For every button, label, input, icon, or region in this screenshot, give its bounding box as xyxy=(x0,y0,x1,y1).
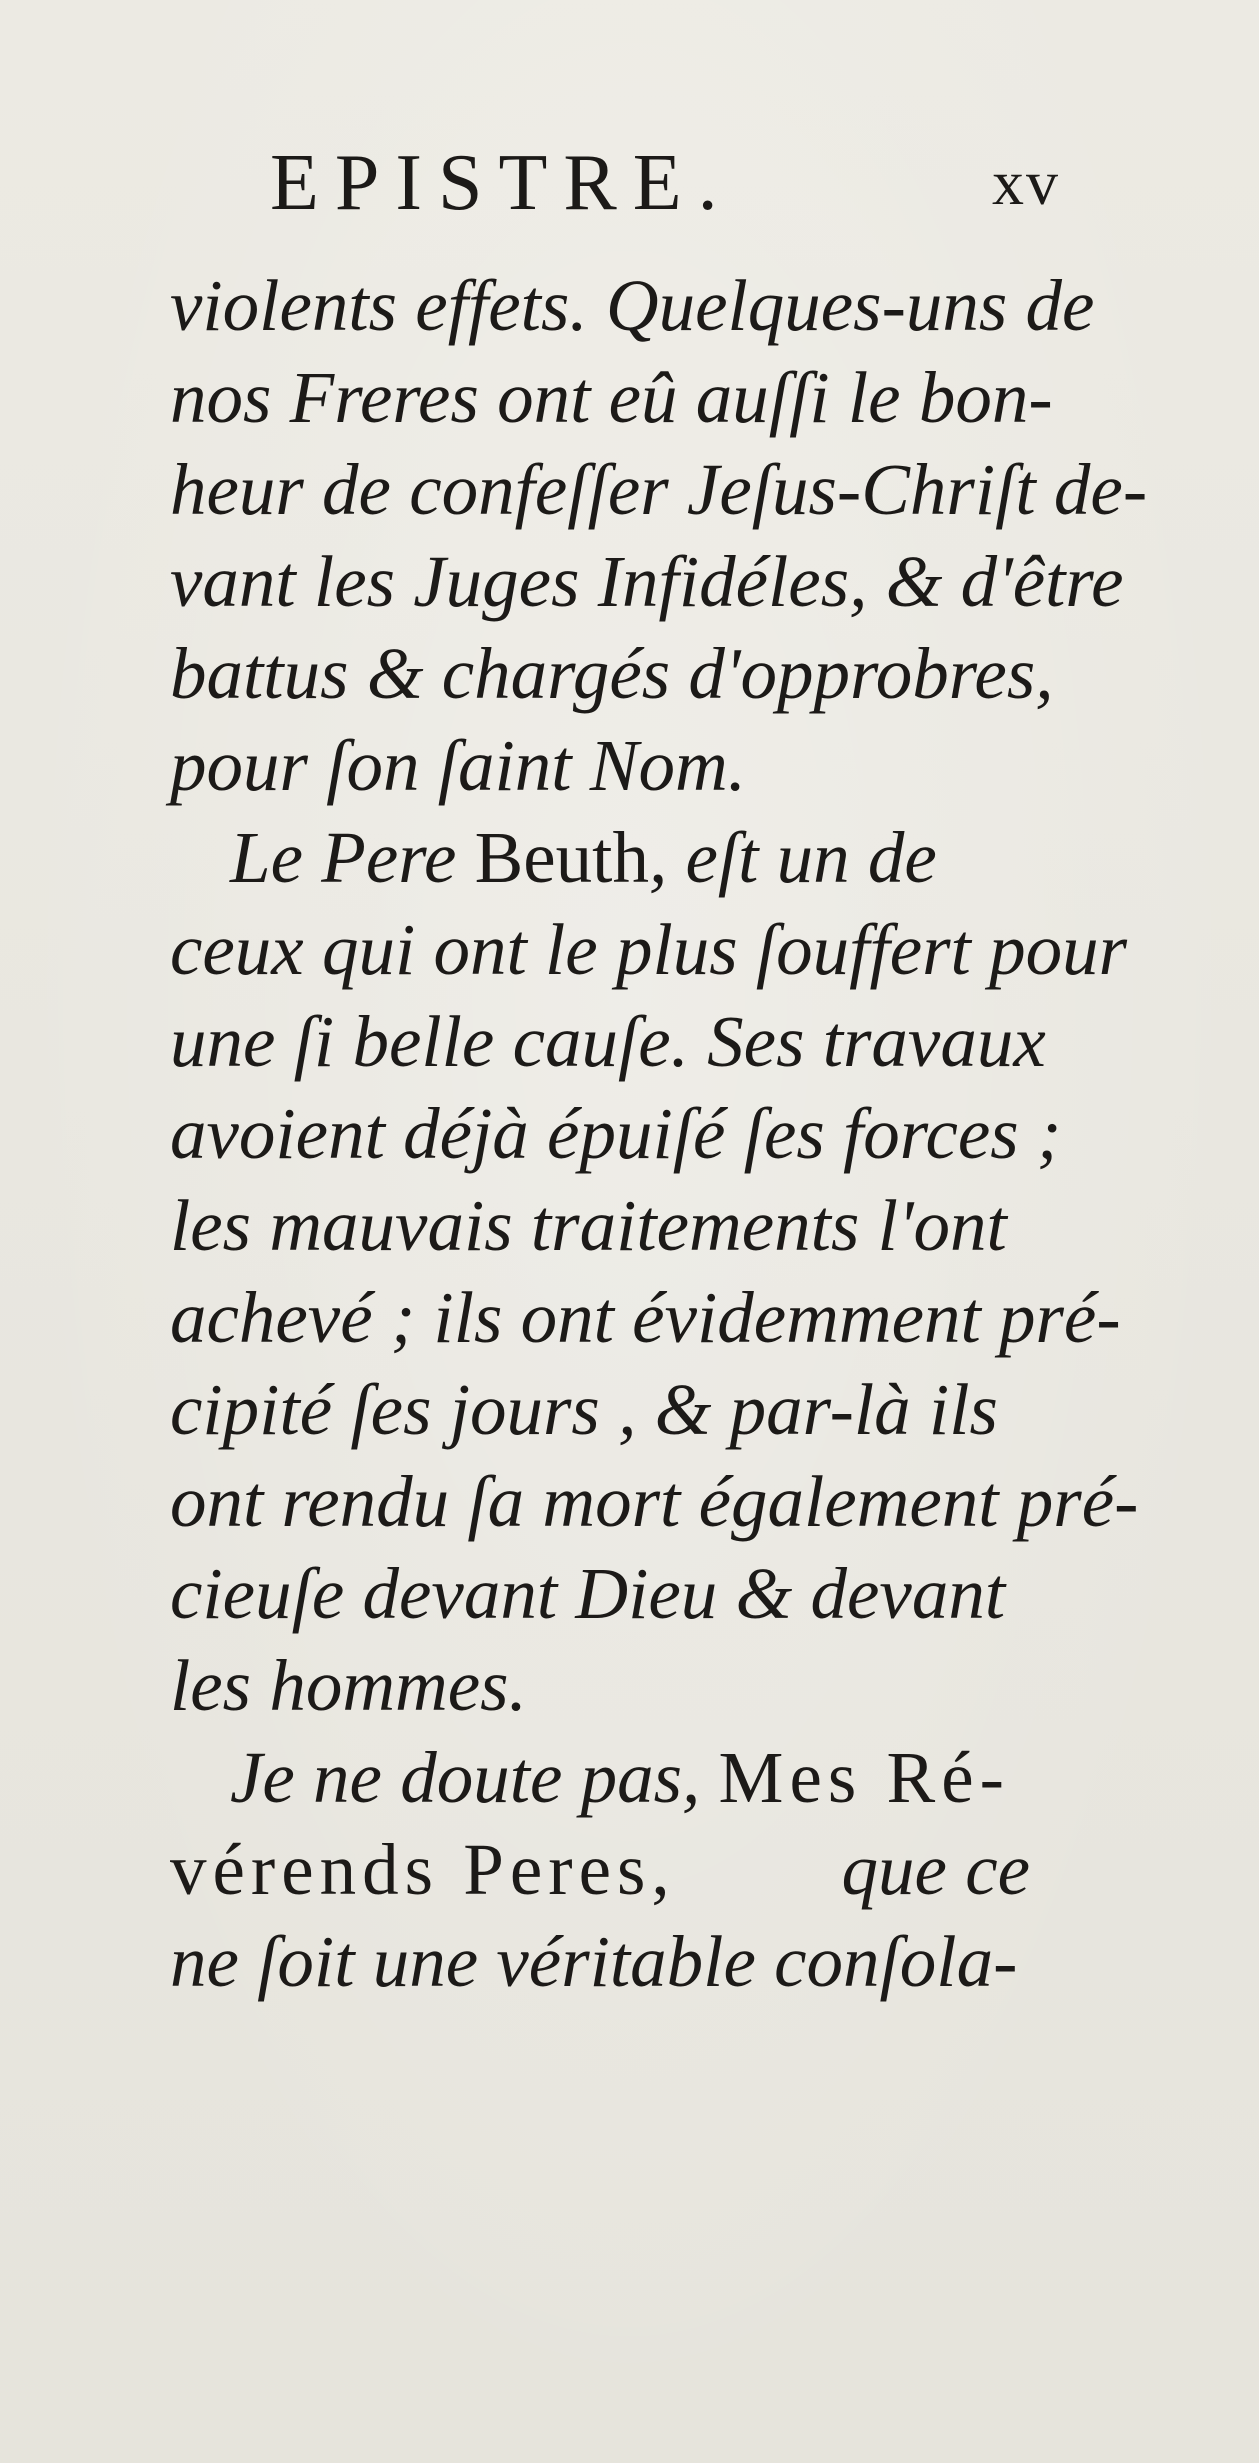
text-line: avoient déjà épuiſé ſes forces ; xyxy=(170,1093,1062,1174)
text-line: vérends Peres, que ce xyxy=(170,1829,1030,1910)
text-line: nos Freres ont eû auſſi le bon- xyxy=(170,357,1053,438)
text-line: battus & chargés d'opprobres, xyxy=(170,633,1054,714)
blank-bottom-margin xyxy=(0,2080,1259,2463)
address-mes-reverends: Mes Ré- xyxy=(718,1737,1010,1818)
text-line: ne ſoit une véritable conſola- xyxy=(170,1921,1018,2002)
text-line: heur de confeſſer Jeſus-Chriſt de- xyxy=(170,449,1148,530)
text-line: achevé ; ils ont évidemment pré- xyxy=(170,1277,1121,1358)
page-number: xv xyxy=(992,147,1060,218)
paragraph-start-line: Le Pere Beuth, eſt un de xyxy=(230,817,937,898)
text-line: cipité ſes jours , & par-là ils xyxy=(170,1369,998,1450)
text-line: vant les Juges Infidéles, & d'être xyxy=(170,541,1124,622)
text-line: ceux qui ont le plus ſouffert pour xyxy=(170,909,1127,990)
body-text xyxy=(170,260,1148,2008)
text-line: pour ſon ſaint Nom. xyxy=(170,725,746,806)
paragraph-start-line: Je ne doute pas, Mes Ré- xyxy=(230,1737,1010,1818)
text-line: les mauvais traitements l'ont xyxy=(170,1185,1007,1266)
text-line: une ſi belle cauſe. Ses travaux xyxy=(170,1001,1046,1082)
running-title: EPISTRE. xyxy=(270,139,734,227)
name-beuth: Beuth xyxy=(474,817,649,898)
running-head xyxy=(190,138,1060,228)
text-line: violents effets. Quelques-uns de xyxy=(170,265,1095,346)
text-line: cieuſe devant Dieu & devant xyxy=(170,1553,1006,1634)
text-line: les hommes. xyxy=(170,1645,527,1726)
text-line: ont rendu ſa mort également pré- xyxy=(170,1461,1139,1542)
